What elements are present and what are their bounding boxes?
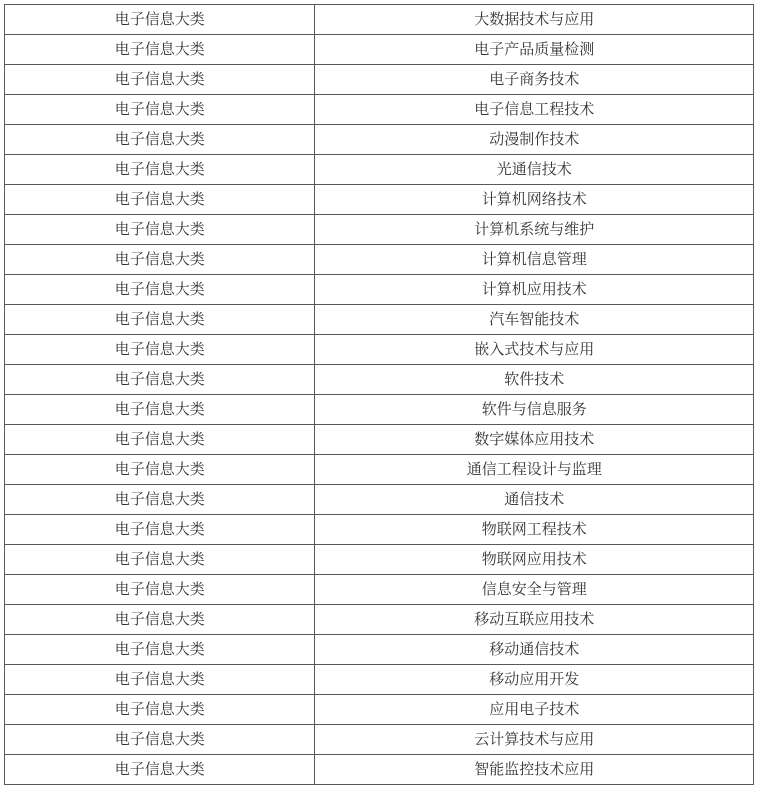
table-row xyxy=(5,485,754,515)
category-cell: 电子信息大类 xyxy=(5,215,315,245)
major-cell: 软件与信息服务 xyxy=(315,395,754,425)
table-row xyxy=(5,305,754,335)
category-cell: 电子信息大类 xyxy=(5,245,315,275)
major-cell: 数字媒体应用技术 xyxy=(315,425,754,455)
major-cell: 物联网应用技术 xyxy=(315,545,754,575)
category-cell: 电子信息大类 xyxy=(5,635,315,665)
table-row xyxy=(5,545,754,575)
table-row xyxy=(5,215,754,245)
table-row xyxy=(5,365,754,395)
table-row xyxy=(5,755,754,785)
major-cell: 电子商务技术 xyxy=(315,65,754,95)
table-row xyxy=(5,515,754,545)
category-cell: 电子信息大类 xyxy=(5,5,315,35)
major-cell: 汽车智能技术 xyxy=(315,305,754,335)
table-row xyxy=(5,455,754,485)
category-cell: 电子信息大类 xyxy=(5,65,315,95)
major-cell: 光通信技术 xyxy=(315,155,754,185)
major-cell: 通信技术 xyxy=(315,485,754,515)
table-row xyxy=(5,185,754,215)
major-cell: 移动通信技术 xyxy=(315,635,754,665)
category-cell: 电子信息大类 xyxy=(5,515,315,545)
table-row xyxy=(5,5,754,35)
category-cell: 电子信息大类 xyxy=(5,485,315,515)
major-cell: 移动应用开发 xyxy=(315,665,754,695)
major-cell: 云计算技术与应用 xyxy=(315,725,754,755)
major-cell: 物联网工程技术 xyxy=(315,515,754,545)
majors-table-body xyxy=(5,5,754,785)
category-cell: 电子信息大类 xyxy=(5,185,315,215)
major-cell: 软件技术 xyxy=(315,365,754,395)
table-row xyxy=(5,605,754,635)
category-cell: 电子信息大类 xyxy=(5,365,315,395)
category-cell: 电子信息大类 xyxy=(5,305,315,335)
table-row xyxy=(5,245,754,275)
major-cell: 移动互联应用技术 xyxy=(315,605,754,635)
category-cell: 电子信息大类 xyxy=(5,455,315,485)
majors-table xyxy=(4,4,754,785)
table-row xyxy=(5,695,754,725)
table-row xyxy=(5,95,754,125)
table-row xyxy=(5,575,754,605)
major-cell: 计算机网络技术 xyxy=(315,185,754,215)
category-cell: 电子信息大类 xyxy=(5,125,315,155)
table-row xyxy=(5,725,754,755)
table-row xyxy=(5,335,754,365)
table-row xyxy=(5,425,754,455)
table-row xyxy=(5,65,754,95)
major-cell: 电子信息工程技术 xyxy=(315,95,754,125)
major-cell: 电子产品质量检测 xyxy=(315,35,754,65)
table-row xyxy=(5,155,754,185)
category-cell: 电子信息大类 xyxy=(5,35,315,65)
category-cell: 电子信息大类 xyxy=(5,695,315,725)
major-cell: 计算机系统与维护 xyxy=(315,215,754,245)
category-cell: 电子信息大类 xyxy=(5,725,315,755)
category-cell: 电子信息大类 xyxy=(5,605,315,635)
major-cell: 大数据技术与应用 xyxy=(315,5,754,35)
category-cell: 电子信息大类 xyxy=(5,335,315,365)
table-row xyxy=(5,35,754,65)
table-row xyxy=(5,275,754,305)
major-cell: 智能监控技术应用 xyxy=(315,755,754,785)
major-cell: 嵌入式技术与应用 xyxy=(315,335,754,365)
major-cell: 通信工程设计与监理 xyxy=(315,455,754,485)
category-cell: 电子信息大类 xyxy=(5,665,315,695)
table-row xyxy=(5,395,754,425)
major-cell: 计算机信息管理 xyxy=(315,245,754,275)
table-row xyxy=(5,665,754,695)
category-cell: 电子信息大类 xyxy=(5,425,315,455)
table-row xyxy=(5,125,754,155)
majors-table-container xyxy=(4,4,754,785)
category-cell: 电子信息大类 xyxy=(5,95,315,125)
major-cell: 计算机应用技术 xyxy=(315,275,754,305)
category-cell: 电子信息大类 xyxy=(5,155,315,185)
major-cell: 动漫制作技术 xyxy=(315,125,754,155)
table-row xyxy=(5,635,754,665)
category-cell: 电子信息大类 xyxy=(5,755,315,785)
category-cell: 电子信息大类 xyxy=(5,575,315,605)
major-cell: 信息安全与管理 xyxy=(315,575,754,605)
category-cell: 电子信息大类 xyxy=(5,545,315,575)
major-cell: 应用电子技术 xyxy=(315,695,754,725)
category-cell: 电子信息大类 xyxy=(5,395,315,425)
category-cell: 电子信息大类 xyxy=(5,275,315,305)
